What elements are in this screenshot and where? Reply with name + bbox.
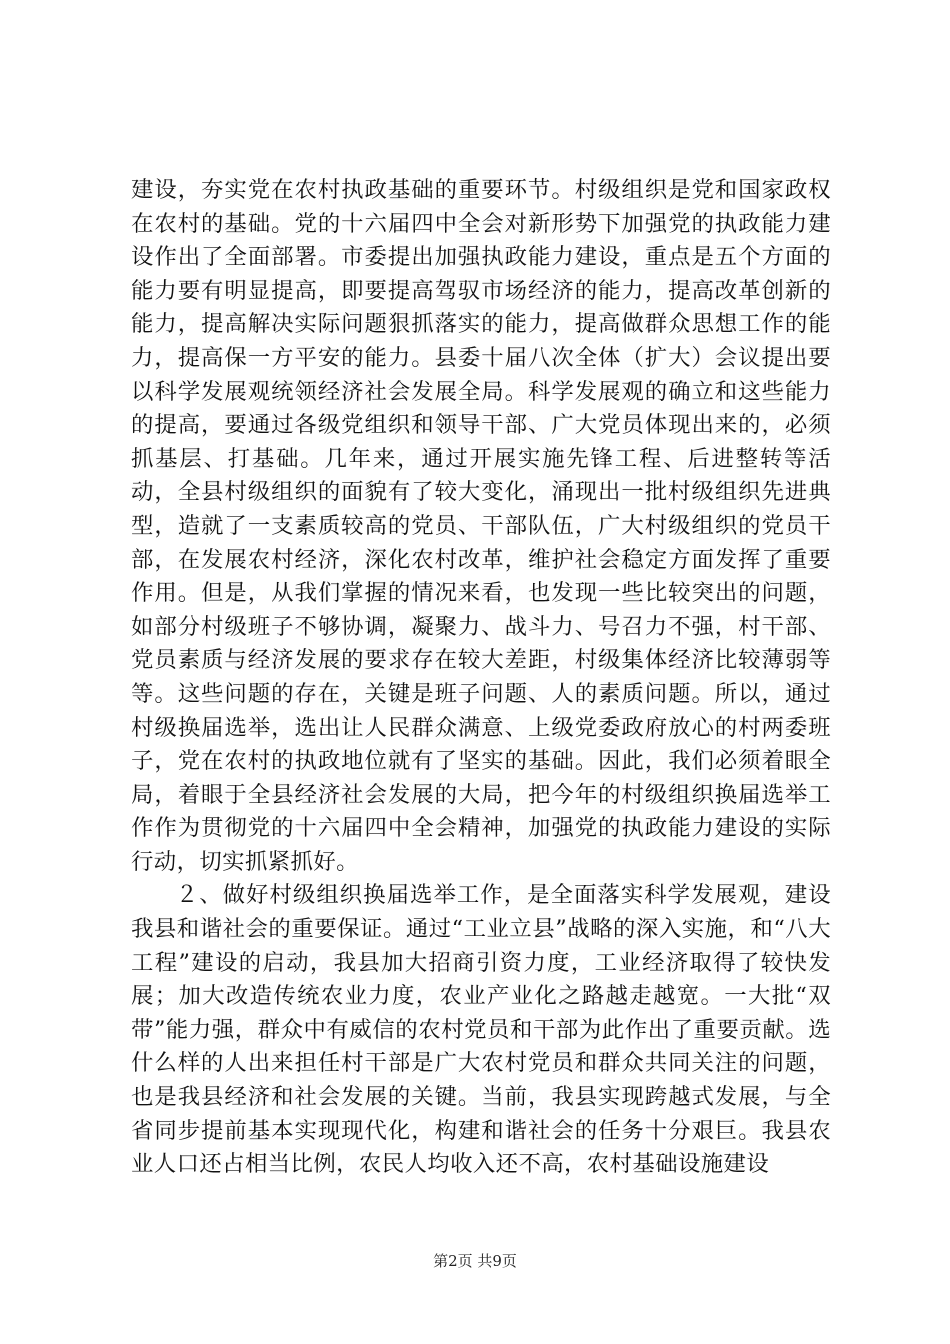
document-body (131, 174, 831, 1182)
page-footer (0, 1250, 950, 1271)
paragraph-2: ２、做好村级组织换届选举工作，是全面落实科学发展观，建设我县和谐社会的重要保证。通过“工业立县”战略的深入实施，和“八大工程”建设的启动，我县加大招商引资力度，工业经济取得了较快发展；加大改造传统农业力度，农业产业化之路越走越宽。一大批“双带”能力强，群众中有威信的农村党员和干部为此作出了重要贡献。选什么样的人出来担任村干部是广大农村党员和群众共同关注的问题，也是我县经济和社会发展的关键。当前，我县实现跨越式发展，与全省同步提前基本实现现代化，构建和谐社会的任务十分艰巨。我县农业人口还占相当比例，农民人均收入还不高，农村基础设施建设 (131, 882, 831, 1178)
page-number-label: 第2页 共9页 (433, 1252, 517, 1270)
paragraph-1: 建设，夯实党在农村执政基础的重要环节。村级组织是党和国家政权在农村的基础。党的十六届四中全会对新形势下加强党的执政能力建设作出了全面部署。市委提出加强执政能力建设，重点是五个方面的能力要有明显提高，即要提高驾驭市场经济的能力，提高改革创新的能力，提高解决实际问题狠抓落实的能力，提高做群众思想工作的能力，提高保一方平安的能力。县委十届八次全体（扩大）会议提出要以科学发展观统领经济社会发展全局。科学发展观的确立和这些能力的提高，要通过各级党组织和领导干部、广大党员体现出来的，必须抓基层、打基础。几年来，通过开展实施先锋工程、后进整转等活动，全县村级组织的面貌有了较大变化，涌现出一批村级组织先进典型，造就了一支素质较高的党员、干部队伍，广大村级组织的党员干部，在发展农村经济，深化农村改革，维护社会稳定方面发挥了重要作用。但是，从我们掌握的情况来看，也发现一些比较突出的问题，如部分村级班子不够协调，凝聚力、战斗力、号召力不强，村干部、党员素质与经济发展的要求存在较大差距，村级集体经济比较薄弱等等。这些问题的存在，关键是班子问题、人的素质问题。所以，通过村级换届选举，选出让人民群众满意、上级党委政府放心的村两委班子，党在农村的执政地位就有了坚实的基础。因此，我们必须着眼全局，着眼于全县经济社会发展的大局，把今年的村级组织换届选举工作作为贯彻党的十六届四中全会精神，加强党的执政能力建设的实际行动，切实抓紧抓好。 (131, 177, 831, 875)
